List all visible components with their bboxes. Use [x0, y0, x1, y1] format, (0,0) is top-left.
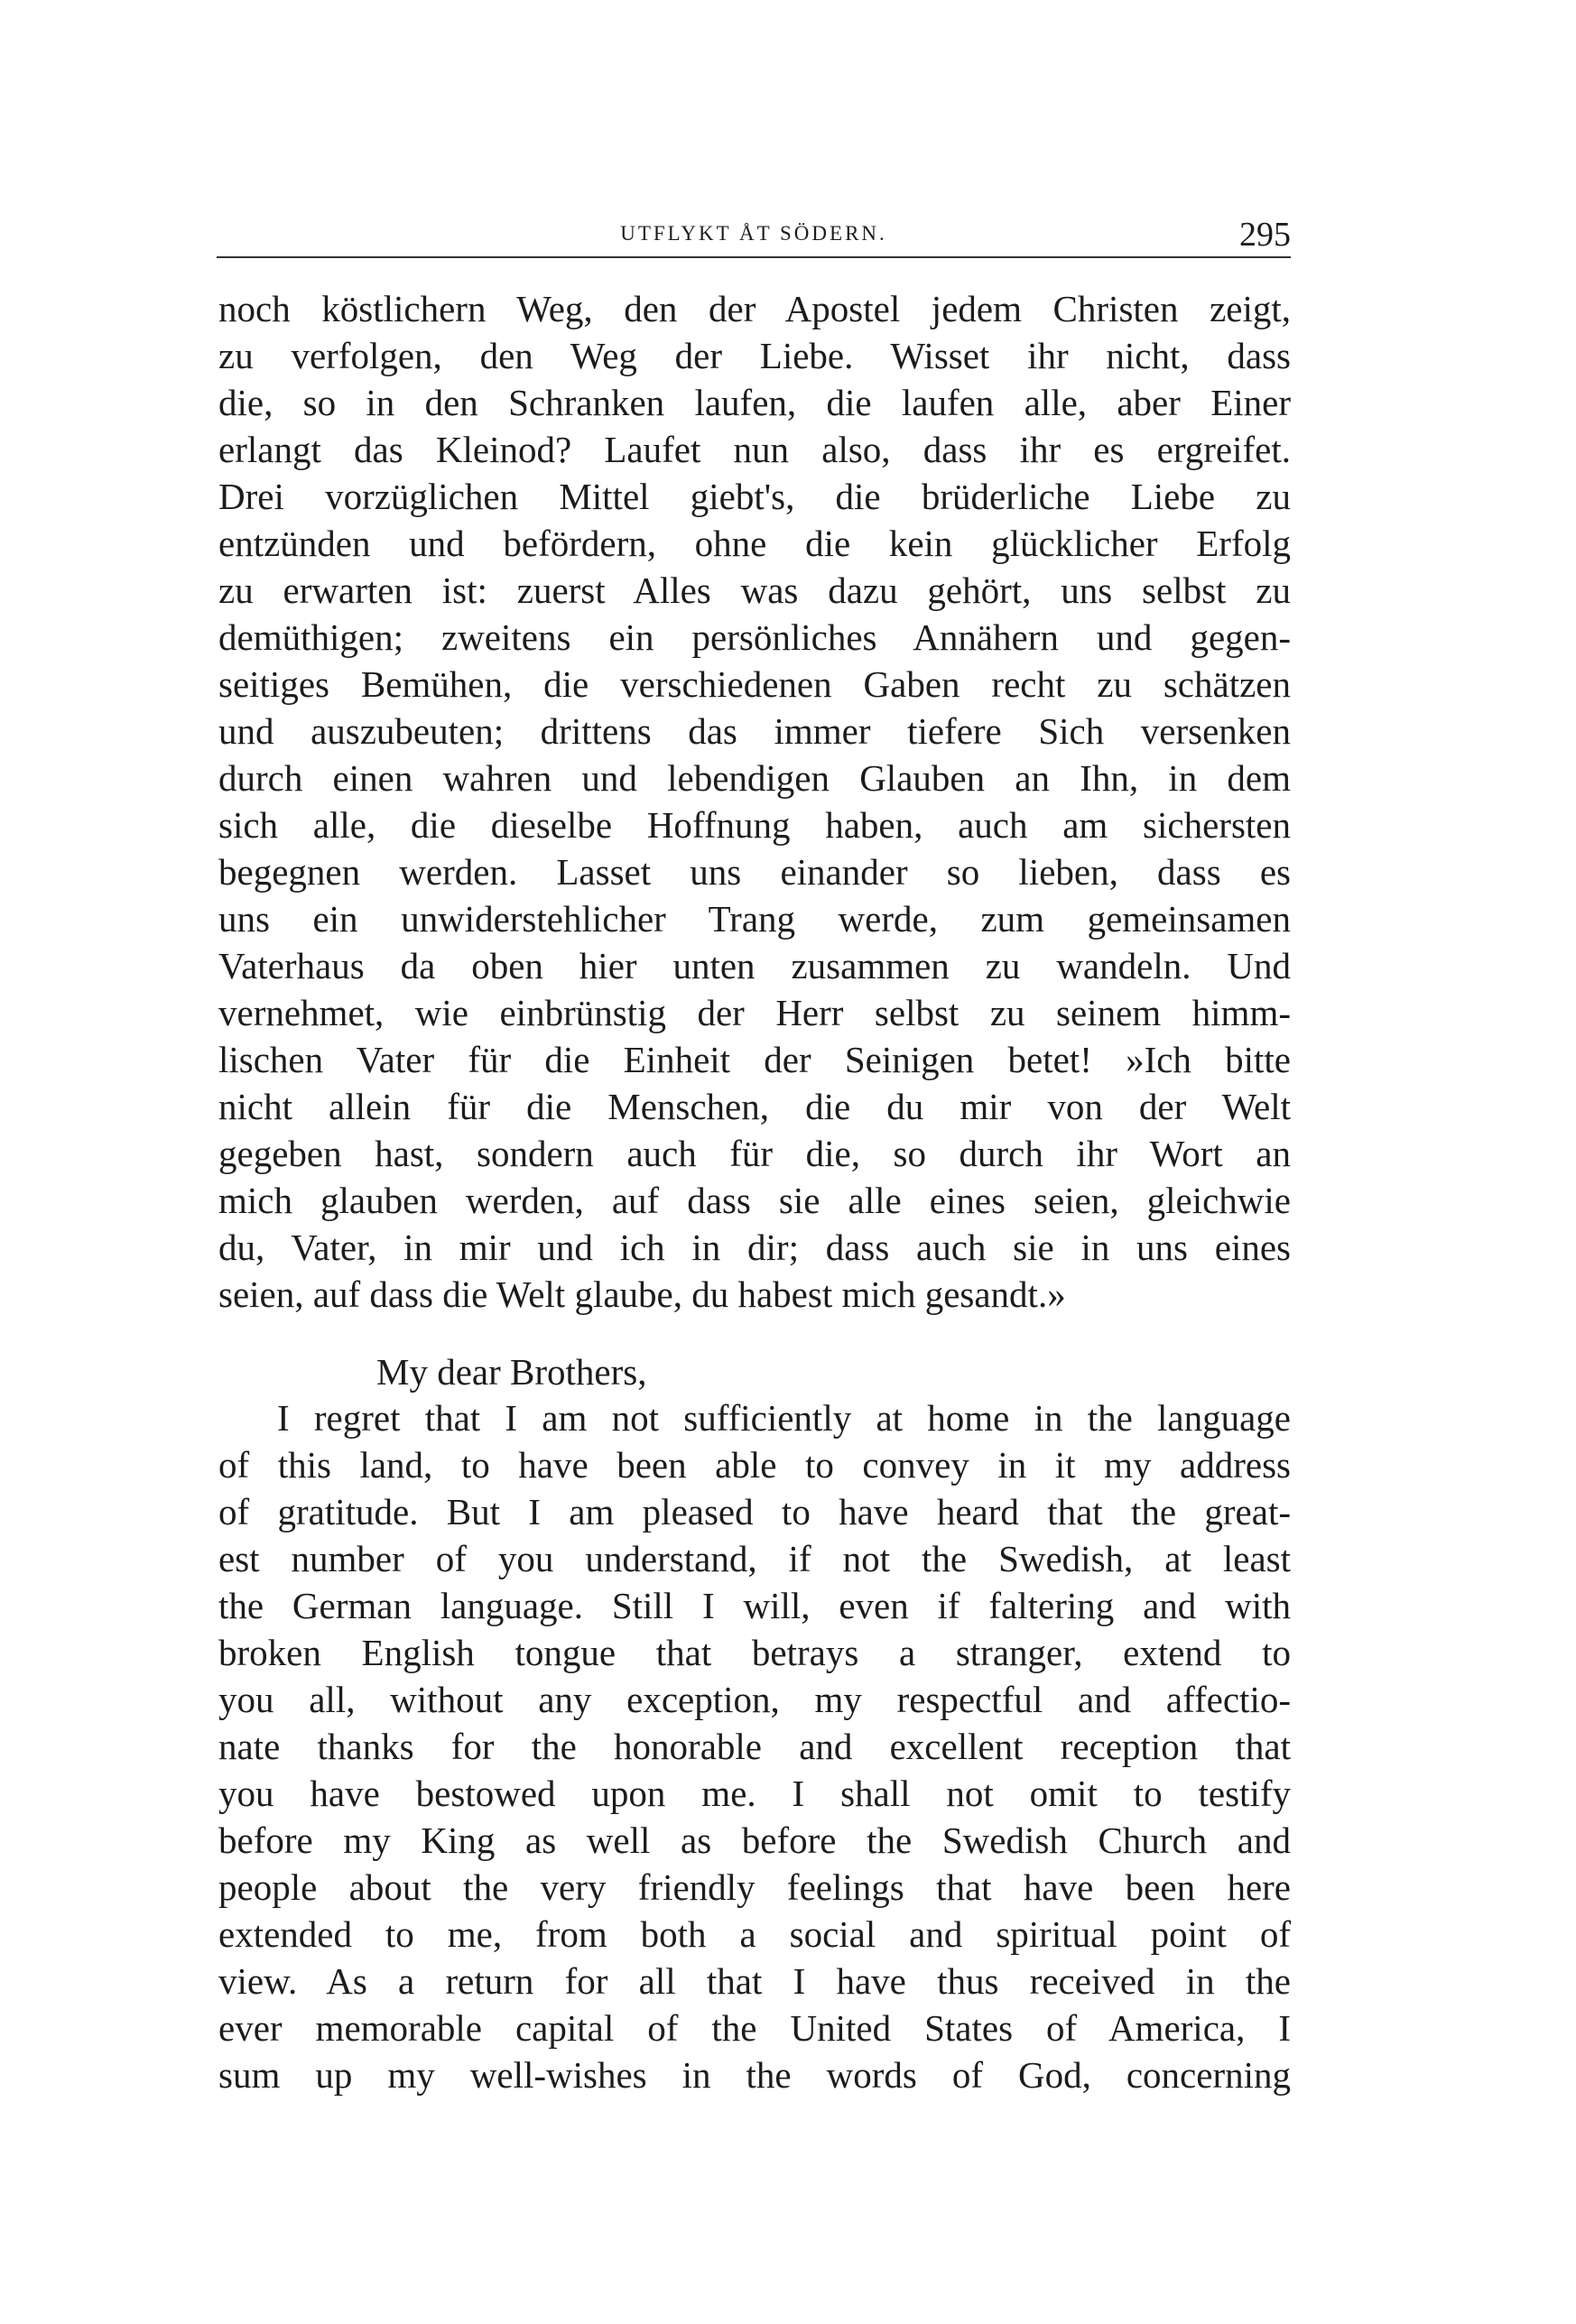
text-line: Vaterhaus da oben hier unten zusammen zu wandeln. Und: [218, 945, 1291, 986]
text-line: sich alle, die dieselbe Hoffnung haben, auch am sichersten: [218, 804, 1291, 846]
text-line: I regret that I am not sufficiently at home in the language: [277, 1397, 1291, 1439]
text-line: of this land, to have been able to convey in it my address: [218, 1444, 1291, 1486]
text-line: zu erwarten ist: zuerst Alles was dazu gehört, uns selbst zu: [218, 569, 1291, 611]
text-line: seien, auf dass die Welt glaube, du habest mich gesandt.»: [218, 1273, 1066, 1315]
text-line: you have bestowed upon me. I shall not omit to testify: [218, 1773, 1291, 1814]
text-line: vernehmet, wie einbrünstig der Herr selbst zu seinem himm-: [218, 992, 1291, 1033]
page-number: 295: [1239, 216, 1291, 254]
text-line: und auszubeuten; drittens das immer tiefere Sich versenken: [218, 710, 1291, 752]
text-line: lischen Vater für die Einheit der Seinigen betet! »Ich bitte: [218, 1039, 1291, 1080]
text-line: erlangt das Kleinod? Laufet nun also, dass ihr es ergreifet.: [218, 429, 1291, 470]
text-line: zu verfolgen, den Weg der Liebe. Wisset ihr nicht, dass: [218, 335, 1291, 376]
text-line: uns ein unwiderstehlicher Trang werde, zum gemeinsamen: [218, 898, 1291, 940]
text-line: est number of you understand, if not the Swedish, at least: [218, 1538, 1291, 1579]
text-line: people about the very friendly feelings that have been here: [218, 1866, 1291, 1908]
running-title: UTFLYKT ÅT SÖDERN.: [620, 222, 887, 245]
text-line: nicht allein für die Menschen, die du mir von der Welt: [218, 1086, 1291, 1127]
salutation: My dear Brothers,: [376, 1351, 647, 1393]
header-rule: [217, 256, 1291, 258]
text-line: demüthigen; zweitens ein persönliches Annähern und gegen-: [218, 616, 1291, 658]
text-line: the German language. Still I will, even if faltering and with: [218, 1585, 1291, 1626]
text-line: ever memorable capital of the United States of America, I: [218, 2007, 1291, 2049]
text-line: sum up my well-wishes in the words of God, concerning: [218, 2054, 1291, 2096]
text-line: durch einen wahren und lebendigen Glauben an Ihn, in dem: [218, 757, 1291, 799]
text-line: before my King as well as before the Swedish Church and: [218, 1819, 1291, 1861]
text-line: gegeben hast, sondern auch für die, so durch ihr Wort an: [218, 1133, 1291, 1174]
text-line: du, Vater, in mir und ich in dir; dass auch sie in uns eines: [218, 1227, 1291, 1268]
text-line: seitiges Bemühen, die verschiedenen Gaben recht zu schätzen: [218, 663, 1291, 705]
text-line: you all, without any exception, my respectful and affectio-: [218, 1679, 1291, 1720]
text-line: of gratitude. But I am pleased to have heard that the great-: [218, 1491, 1291, 1532]
text-line: Drei vorzüglichen Mittel giebt's, die brüderliche Liebe zu: [218, 476, 1291, 517]
text-line: begegnen werden. Lasset uns einander so lieben, dass es: [218, 851, 1291, 893]
text-line: broken English tongue that betrays a stranger, extend to: [218, 1632, 1291, 1673]
text-line: view. As a return for all that I have thus received in the: [218, 1960, 1291, 2002]
text-line: extended to me, from both a social and spiritual point of: [218, 1913, 1291, 1955]
text-line: die, so in den Schranken laufen, die laufen alle, aber Einer: [218, 382, 1291, 423]
text-line: noch köstlichern Weg, den der Apostel jedem Christen zeigt,: [218, 288, 1291, 329]
running-head: [217, 216, 1291, 267]
text-line: entzünden und befördern, ohne die kein glücklicher Erfolg: [218, 523, 1291, 564]
text-line: mich glauben werden, auf dass sie alle eines seien, gleichwie: [218, 1180, 1291, 1221]
text-line: nate thanks for the honorable and excellent reception that: [218, 1726, 1291, 1767]
